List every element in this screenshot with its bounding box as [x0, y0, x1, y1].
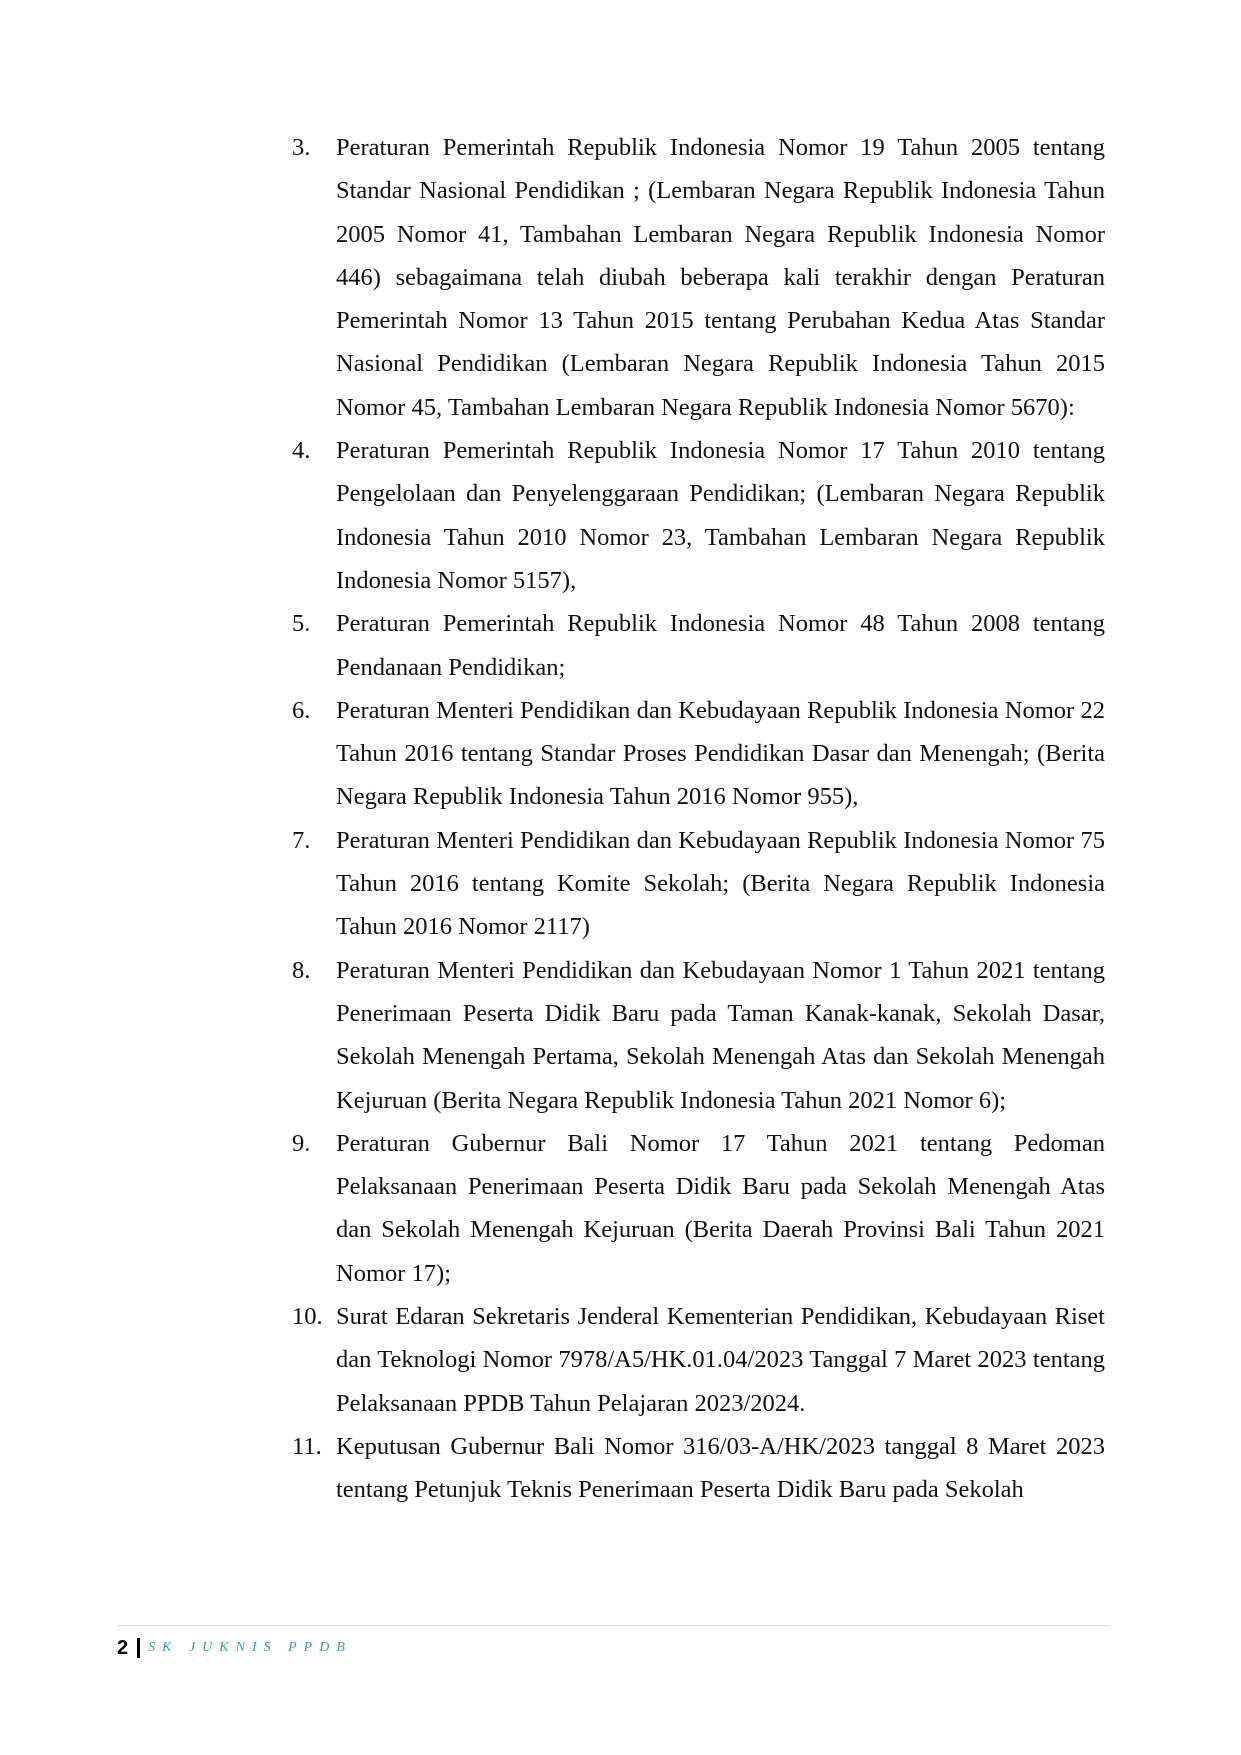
footer-document-label: SK JUKNIS PPDB	[148, 1640, 352, 1655]
page-footer	[117, 1633, 352, 1663]
list-item-number: 11.	[292, 1432, 322, 1460]
list-item-text: Peraturan Menteri Pendidikan dan Kebudayaan Republik Indonesia Nomor 22 Tahun 2016 tentang Standar Proses Pendidikan Dasar dan Menengah; (Berita Negara Republik Indonesia Tahun 2016 Nomor 955),	[336, 696, 1105, 811]
list-item-number: 6.	[292, 696, 311, 724]
list-item-text: Peraturan Menteri Pendidikan dan Kebudayaan Nomor 1 Tahun 2021 tentang Penerimaan Peserta Didik Baru pada Taman Kanak-kanak, Sekolah Dasar, Sekolah Menengah Pertama, Sekolah Menengah Atas dan Sekolah Menengah Kejuruan (Berita Negara Republik Indonesia Tahun 2021 Nomor 6);	[336, 956, 1105, 1114]
list-item	[292, 126, 1105, 429]
footer-divider	[117, 1625, 1110, 1626]
list-item-number: 10.	[292, 1303, 323, 1331]
list-item-text: Peraturan Pemerintah Republik Indonesia Nomor 48 Tahun 2008 tentang Pendanaan Pendidikan;	[336, 610, 1105, 681]
list-item-number: 8.	[292, 956, 311, 984]
list-item-text: Peraturan Gubernur Bali Nomor 17 Tahun 2021 tentang Pedoman Pelaksanaan Penerimaan Peserta Didik Baru pada Sekolah Menengah Atas dan Sekolah Menengah Kejuruan (Berita Daerah Provinsi Bali Tahun 2021 Nomor 17);	[336, 1129, 1105, 1287]
list-item-text: Peraturan Pemerintah Republik Indonesia Nomor 17 Tahun 2010 tentang Pengelolaan dan Penyelenggaraan Pendidikan; (Lembaran Negara Republik Indonesia Tahun 2010 Nomor 23, Tambahan Lembaran Negara Republik Indonesia Nomor 5157),	[336, 437, 1105, 594]
list-item	[292, 1122, 1105, 1295]
list-item-number: 5.	[292, 610, 311, 638]
list-item-text: Surat Edaran Sekretaris Jenderal Kementerian Pendidikan, Kebudayaan Riset dan Teknologi Nomor 7978/A5/HK.01.04/2023 Tanggal 7 Maret 2023 tentang Pelaksanaan PPDB Tahun Pelajaran 2023/2024.	[336, 1303, 1105, 1417]
list-item-number: 9.	[292, 1129, 311, 1157]
list-item	[292, 1295, 1105, 1425]
legal-basis-list	[292, 126, 1105, 1512]
page-number: 2	[117, 1636, 129, 1659]
list-item	[292, 949, 1105, 1122]
list-item	[292, 602, 1105, 689]
list-item	[292, 689, 1105, 819]
list-item	[292, 819, 1105, 949]
list-item-number: 3.	[292, 134, 311, 161]
list-item-number: 7.	[292, 826, 311, 854]
list-item-text: Peraturan Menteri Pendidikan dan Kebudayaan Republik Indonesia Nomor 75 Tahun 2016 tentang Komite Sekolah; (Berita Negara Republik Indonesia Tahun 2016 Nomor 2117)	[336, 826, 1105, 941]
list-item-text: Keputusan Gubernur Bali Nomor 316/03-A/HK/2023 tanggal 8 Maret 2023 tentang Petunjuk Teknis Penerimaan Peserta Didik Baru pada Sekolah	[336, 1432, 1105, 1504]
list-item-number: 4.	[292, 437, 311, 465]
list-item	[292, 429, 1105, 602]
footer-separator	[137, 1638, 140, 1658]
list-item	[292, 1425, 1105, 1512]
list-item-text: Peraturan Pemerintah Republik Indonesia Nomor 19 Tahun 2005 tentang Standar Nasional Pendidikan ; (Lembaran Negara Republik Indonesia Tahun 2005 Nomor 41, Tambahan Lembaran Negara Republik Indonesia Nomor 446) sebagaimana telah diubah beberapa kali terakhir dengan Peraturan Pemerintah Nomor 13 Tahun 2015 tentang Perubahan Kedua Atas Standar Nasional Pendidikan (Lembaran Negara Republik Indonesia Tahun 2015 Nomor 45, Tambahan Lembaran Negara Republik Indonesia Nomor 5670):	[336, 134, 1105, 421]
